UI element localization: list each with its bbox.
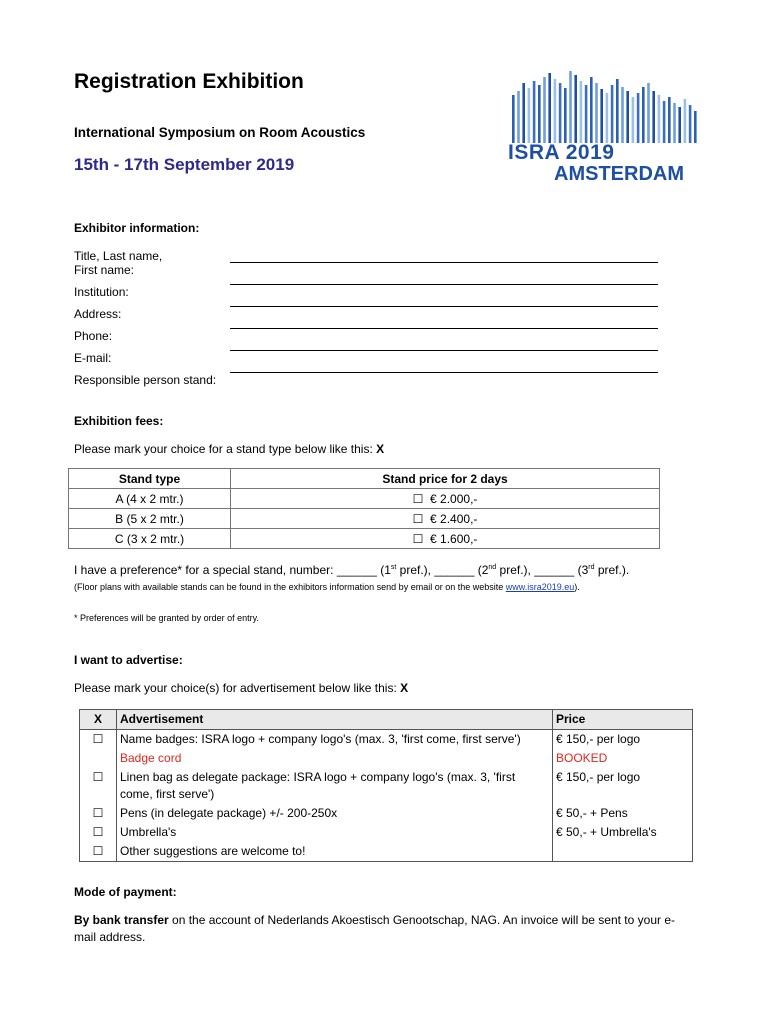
stand-price-cell[interactable] — [231, 509, 660, 529]
logo-text-year: ISRA 2019 — [508, 141, 615, 164]
skyline-bar — [689, 105, 692, 143]
skyline-bar — [569, 71, 572, 143]
skyline-bar — [678, 107, 681, 143]
fees-instruction-text: Please mark your choice for a stand type below like this: — [74, 442, 373, 456]
table-row — [69, 509, 660, 529]
stand-type-cell: C (3 x 2 mtr.) — [69, 529, 231, 549]
ad-price-cell: € 50,- + Pens — [553, 804, 693, 823]
skyline-bar — [637, 93, 640, 143]
skyline-bar — [684, 99, 687, 143]
ad-name-cell: Name badges: ISRA logo + company logo's (max. 3, 'first come, first serve') — [117, 730, 553, 750]
preference-footnote: * Preferences will be granted by order of entry. — [74, 613, 259, 623]
skyline-bar — [611, 85, 614, 143]
skyline-bar — [606, 93, 609, 143]
responsible-person-field[interactable] — [230, 372, 658, 373]
ad-x-header: X — [80, 710, 117, 730]
ad-name-cell: Badge cord — [117, 749, 553, 768]
skyline-bar — [559, 83, 562, 143]
skyline-bar — [590, 77, 593, 143]
advertise-instruction-text: Please mark your choice(s) for advertisement below like this: — [74, 681, 397, 695]
skyline-bar — [564, 88, 567, 143]
checkbox-icon[interactable]: ☐ — [80, 842, 117, 862]
skyline-bar — [522, 83, 525, 143]
skyline-bars-icon — [508, 68, 708, 143]
stand-price-value: € 1.600,- — [430, 531, 478, 546]
fees-instruction — [74, 442, 384, 456]
table-row — [80, 842, 693, 862]
skyline-bar — [658, 95, 661, 143]
skyline-bar — [548, 73, 551, 143]
email-field[interactable] — [230, 350, 658, 351]
table-row — [69, 529, 660, 549]
ad-name-cell: Umbrella's — [117, 823, 553, 842]
ad-price-header: Price — [553, 710, 693, 730]
stand-type-cell: B (5 x 2 mtr.) — [69, 509, 231, 529]
stand-price-header: Stand price for 2 days — [231, 469, 660, 489]
preference-text — [74, 563, 629, 577]
fees-heading: Exhibition fees: — [74, 414, 164, 428]
floor-plan-note — [74, 582, 580, 592]
table-row — [80, 768, 693, 804]
skyline-bar — [621, 87, 624, 143]
field-label-address: Address: — [74, 307, 122, 321]
skyline-bar — [512, 95, 515, 143]
field-label-email: E-mail: — [74, 351, 112, 365]
payment-heading: Mode of payment: — [74, 885, 177, 899]
ad-price-cell: € 150,- per logo — [553, 768, 693, 804]
stand-table — [68, 468, 660, 549]
table-row — [69, 489, 660, 509]
advertise-heading: I want to advertise: — [74, 653, 183, 667]
checkbox-cell-empty — [80, 749, 117, 768]
checkbox-icon[interactable]: ☐ — [412, 491, 424, 506]
skyline-bar — [642, 87, 645, 143]
isra-logo — [508, 68, 708, 188]
preference-part: I have a preference* for a special stand, number: ______ (1 — [74, 563, 391, 577]
preference-sup: nd — [488, 564, 497, 571]
preference-sup: st — [390, 564, 397, 571]
stand-type-header: Stand type — [69, 469, 231, 489]
page-title: Registration Exhibition — [74, 70, 304, 93]
checkbox-icon[interactable]: ☐ — [80, 768, 117, 804]
checkbox-icon[interactable]: ☐ — [412, 531, 424, 546]
skyline-bar — [632, 97, 635, 143]
payment-text — [74, 912, 694, 946]
name-field[interactable] — [230, 262, 658, 263]
advertise-instruction — [74, 681, 408, 695]
skyline-bar — [647, 83, 650, 143]
skyline-bar — [517, 91, 520, 143]
field-label-responsible: Responsible person stand: — [74, 373, 217, 387]
skyline-bar — [554, 79, 557, 143]
skyline-bar — [528, 88, 531, 143]
skyline-bar — [574, 75, 577, 143]
advertisement-table — [79, 709, 693, 862]
field-label-institution: Institution: — [74, 285, 129, 299]
preference-part: pref.). — [594, 563, 630, 577]
logo-text-city: AMSTERDAM — [554, 163, 684, 185]
checkbox-icon[interactable]: ☐ — [80, 730, 117, 750]
skyline-bar — [543, 77, 546, 143]
fees-instruction-mark: X — [376, 442, 385, 456]
ad-price-cell — [553, 842, 693, 862]
skyline-bar — [626, 91, 629, 143]
table-row — [80, 749, 693, 768]
preference-sup: rd — [588, 564, 595, 571]
booked-status: BOOKED — [553, 749, 693, 768]
preference-part: pref.), ______ (3 — [496, 563, 589, 577]
field-label-phone: Phone: — [74, 329, 113, 343]
skyline-bar — [580, 81, 583, 143]
stand-price-value: € 2.000,- — [430, 491, 478, 506]
skyline-bar — [694, 111, 697, 143]
symposium-name: International Symposium on Room Acoustics — [74, 125, 366, 140]
ad-name-cell: Linen bag as delegate package: ISRA logo + company logo's (max. 3, 'first come, first serve') — [117, 768, 553, 804]
website-link[interactable]: www.isra2019.eu — [505, 582, 575, 592]
table-row — [80, 804, 693, 823]
ad-name-cell: Pens (in delegate package) +/- 200-250x — [117, 804, 553, 823]
stand-type-cell: A (4 x 2 mtr.) — [69, 489, 231, 509]
skyline-bar — [668, 97, 671, 143]
ad-name-cell: Other suggestions are welcome to! — [117, 842, 553, 862]
skyline-bar — [652, 91, 655, 143]
payment-method: By bank transfer — [74, 913, 169, 927]
address-field[interactable] — [230, 306, 658, 307]
field-label-firstname: First name: — [74, 263, 135, 277]
stand-price-value: € 2.400,- — [430, 511, 478, 526]
ad-name-header: Advertisement — [117, 710, 553, 730]
checkbox-icon[interactable]: ☐ — [80, 823, 117, 842]
skyline-bar — [538, 85, 541, 143]
stand-price-cell[interactable] — [231, 529, 660, 549]
skyline-bar — [585, 85, 588, 143]
event-dates: 15th - 17th September 2019 — [74, 155, 295, 174]
ad-price-cell: € 150,- per logo — [553, 730, 693, 750]
stand-price-cell[interactable] — [231, 489, 660, 509]
checkbox-icon[interactable]: ☐ — [412, 511, 424, 526]
skyline-bar — [533, 81, 536, 143]
skyline-bar — [663, 101, 666, 143]
floor-note-end: ). — [574, 582, 580, 592]
table-row — [80, 730, 693, 750]
floor-note-text: (Floor plans with available stands can be found in the exhibitors information send by email or on the website — [74, 582, 506, 592]
preference-part: pref.), ______ (2 — [396, 563, 489, 577]
skyline-bar — [595, 83, 598, 143]
field-label-title: Title, Last name, — [74, 249, 163, 263]
skyline-bar — [600, 89, 603, 143]
checkbox-icon[interactable]: ☐ — [80, 804, 117, 823]
exhibitor-heading: Exhibitor information: — [74, 221, 200, 235]
advertise-instruction-mark: X — [400, 681, 409, 695]
skyline-bar — [616, 79, 619, 143]
phone-field[interactable] — [230, 328, 658, 329]
ad-price-cell: € 50,- + Umbrella's — [553, 823, 693, 842]
skyline-bar — [673, 103, 676, 143]
table-row — [80, 823, 693, 842]
payment-details: on the account of Nederlands Akoestisch Genootschap, NAG. An invoice will be sent to your e-mail address. — [74, 913, 675, 944]
institution-field[interactable] — [230, 284, 658, 285]
